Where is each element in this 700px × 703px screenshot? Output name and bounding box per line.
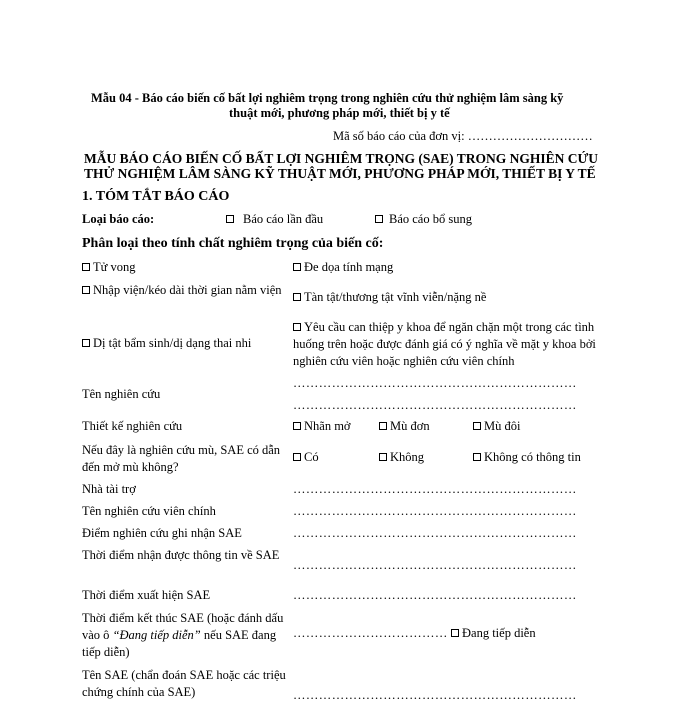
ongoing-checkbox[interactable] <box>451 626 536 641</box>
severity-birth-defect[interactable] <box>82 336 251 351</box>
report-type-initial-label: Báo cáo lần đầu <box>243 212 324 226</box>
design-open-text: Nhãn mở <box>304 419 351 433</box>
checkbox-icon[interactable] <box>293 293 301 301</box>
checkbox-icon[interactable] <box>293 422 301 430</box>
severity-hospitalization-label: Nhập viện/kéo dài thời gian nằm viện <box>93 283 282 297</box>
checkbox-icon[interactable] <box>379 453 387 461</box>
severity-hospitalization[interactable] <box>82 282 282 299</box>
report-type-label: Loại báo cáo: <box>82 212 155 226</box>
severity-death[interactable] <box>82 260 136 275</box>
severity-birth-defect-label: Dị tật bẩm sinh/dị dạng thai nhi <box>93 336 252 350</box>
end-time-input[interactable]: ……………………………… <box>293 626 448 640</box>
report-type-initial[interactable] <box>226 212 323 227</box>
report-code-field[interactable]: Mã số báo cáo của đơn vị: ………………………… <box>333 129 593 143</box>
checkbox-icon[interactable] <box>473 453 481 461</box>
pi-name-label: Tên nghiên cứu viên chính <box>82 504 216 518</box>
site-label: Điểm nghiên cứu ghi nhận SAE <box>82 526 242 540</box>
checkbox-icon[interactable] <box>82 263 90 271</box>
severity-disability-label: Tàn tật/thương tật vĩnh viễn/nặng nề <box>304 290 487 304</box>
section-heading: 1. TÓM TẮT BÁO CÁO <box>82 189 230 204</box>
checkbox-icon[interactable] <box>473 422 481 430</box>
site-input[interactable]: ………………………………………………………… <box>293 526 577 540</box>
sponsor-label: Nhà tài trợ <box>82 482 136 496</box>
severity-life-threat[interactable] <box>293 260 393 275</box>
ongoing-label: Đang tiếp diễn <box>462 626 536 640</box>
study-name-label: Tên nghiên cứu <box>82 387 161 401</box>
unblinding-yes-text: Có <box>304 450 319 464</box>
design-single-blind-text: Mù đơn <box>390 419 430 433</box>
design-single-blind[interactable] <box>379 419 430 434</box>
severity-medical-intervention[interactable] <box>293 319 611 370</box>
checkbox-icon[interactable] <box>451 629 459 637</box>
unblinding-no-text: Không <box>390 450 425 464</box>
onset-time-label: Thời điểm xuất hiện SAE <box>82 588 211 602</box>
design-double-blind[interactable] <box>473 419 520 434</box>
severity-disability[interactable] <box>293 290 486 305</box>
end-time-label <box>82 610 292 661</box>
checkbox-icon[interactable] <box>375 215 383 223</box>
severity-death-label: Tử vong <box>93 260 136 274</box>
design-double-blind-text: Mù đôi <box>484 419 521 433</box>
pi-name-input[interactable]: ………………………………………………………… <box>293 504 577 518</box>
checkbox-icon[interactable] <box>226 215 234 223</box>
checkbox-icon[interactable] <box>293 323 301 331</box>
end-time-text-c: nếu SAE đang tiếp diễn) <box>82 628 277 659</box>
sae-name-input[interactable]: ………………………………………………………… <box>293 688 577 702</box>
unblinding-unknown[interactable] <box>473 450 581 465</box>
info-time-input[interactable]: ………………………………………………………… <box>293 558 577 572</box>
unblinding-no[interactable] <box>379 450 424 465</box>
main-title-line1: MẪU BÁO CÁO BIẾN CỐ BẤT LỢI NGHIÊM TRỌNG (SAE) TRONG NGHIÊN CỨU <box>84 151 599 166</box>
end-time-text-ongoing-quote: “Đang tiếp diễn” <box>112 628 201 642</box>
severity-life-threat-label: Đe dọa tính mạng <box>304 260 394 274</box>
form-title-line2: thuật mới, phương pháp mới, thiết bị y tế <box>229 106 450 120</box>
end-time-text-a: Thời điểm kết thúc SAE (hoặc đánh dấu vào ô <box>82 611 284 642</box>
sponsor-input[interactable]: ………………………………………………………… <box>293 482 577 496</box>
info-time-label: Thời điểm nhận được thông tin về SAE <box>82 548 280 562</box>
checkbox-icon[interactable] <box>82 286 90 294</box>
unblinding-unknown-text: Không có thông tin <box>484 450 581 464</box>
unblinding-yes[interactable] <box>293 450 319 465</box>
unblinding-question: Nếu đây là nghiên cứu mù, SAE có dẫn đến mở mù không? <box>82 443 281 474</box>
main-title-line2: THỬ NGHIỆM LÂM SÀNG KỸ THUẬT MỚI, PHƯƠNG PHÁP MỚI, THIẾT BỊ Y TẾ <box>84 166 596 181</box>
checkbox-icon[interactable] <box>379 422 387 430</box>
checkbox-icon[interactable] <box>82 339 90 347</box>
severity-medical-intervention-label: Yêu cầu can thiệp y khoa để ngăn chặn một trong các tình huống trên hoặc được đánh giá có ý nghĩa về mặt y khoa bởi nghiên cứu viên hoặc nghiên cứu viên chính <box>293 320 596 368</box>
severity-heading: Phân loại theo tính chất nghiêm trọng của biến cố: <box>82 236 384 251</box>
form-title-line1: Mẫu 04 - Báo cáo biến cố bất lợi nghiêm trọng trong nghiên cứu thử nghiệm lâm sàng kỹ <box>91 91 564 105</box>
design-open-label[interactable] <box>293 419 351 434</box>
report-type-supplement-label: Báo cáo bổ sung <box>389 212 472 226</box>
study-name-input-2[interactable]: ………………………………………………………… <box>293 398 577 412</box>
checkbox-icon[interactable] <box>293 453 301 461</box>
sae-name-label: Tên SAE (chẩn đoán SAE hoặc các triệu chứng chính của SAE) <box>82 668 286 699</box>
report-type-supplement[interactable] <box>375 212 472 227</box>
onset-time-input[interactable]: ………………………………………………………… <box>293 588 577 602</box>
study-design-label: Thiết kế nghiên cứu <box>82 419 183 433</box>
study-name-input-1[interactable]: ………………………………………………………… <box>293 376 577 390</box>
checkbox-icon[interactable] <box>293 263 301 271</box>
